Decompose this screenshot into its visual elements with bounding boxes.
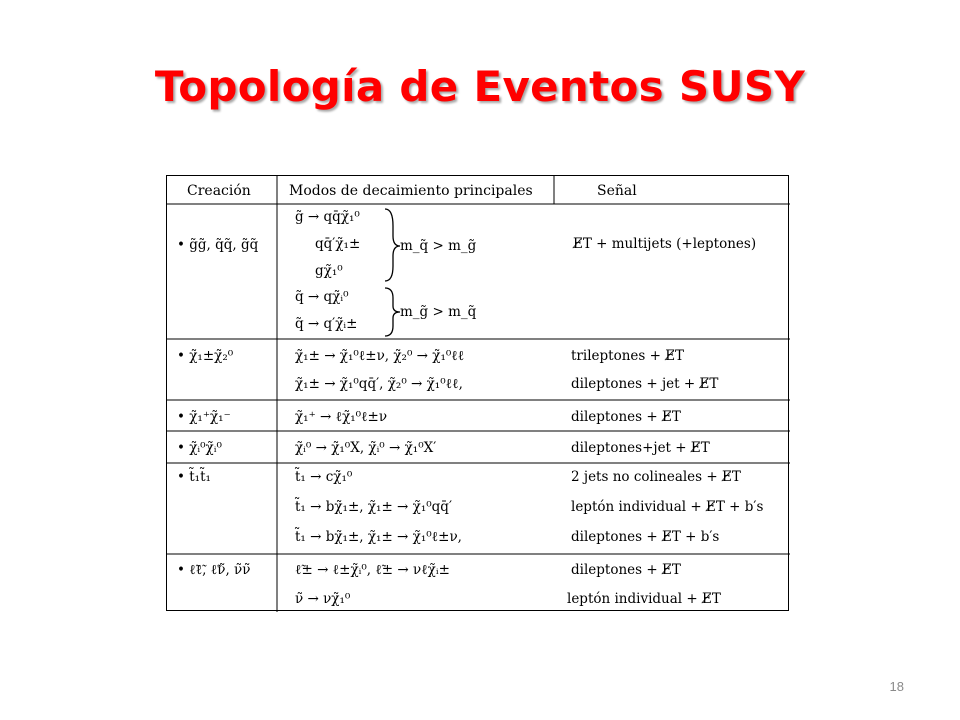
decay-mode: ℓ̃± → ℓ±χ̃ᵢ⁰, ℓ̃± → νℓχ̃ᵢ± — [295, 562, 450, 578]
header-signal: Señal — [597, 183, 637, 199]
creation-cell: • χ̃ᵢ⁰χ̃ᵢ⁰ — [177, 440, 222, 456]
header-modes: Modos de decaimiento principales — [289, 183, 533, 199]
decay-mode: g̃ → qq̄χ̃₁⁰ — [295, 209, 360, 225]
susy-event-topology-table — [166, 175, 789, 611]
decay-mode: t̃₁ → cχ̃₁⁰ — [295, 469, 353, 485]
signal-cell: dileptones + E̸T + b′s — [571, 529, 720, 545]
decay-mode: t̃₁ → bχ̃₁±, χ̃₁± → χ̃₁⁰qq̄′ — [295, 499, 453, 515]
creation-cell: • χ̃₁⁺χ̃₁⁻ — [177, 409, 231, 425]
signal-cell: E̸T + multijets (+leptones) — [573, 236, 757, 252]
group-brace — [385, 288, 400, 336]
creation-cell: • χ̃₁±χ̃₂⁰ — [177, 348, 234, 364]
signal-cell: dileptones + E̸T — [571, 562, 681, 578]
signal-cell: dileptones + E̸T — [571, 409, 681, 425]
group-brace — [385, 209, 400, 281]
decay-mode: χ̃₁± → χ̃₁⁰ℓ±ν, χ̃₂⁰ → χ̃₁⁰ℓℓ — [295, 348, 465, 364]
decay-mode: χ̃₁± → χ̃₁⁰qq̄′, χ̃₂⁰ → χ̃₁⁰ℓℓ, — [295, 376, 463, 392]
decay-mode: gχ̃₁⁰ — [315, 263, 343, 279]
signal-cell: dileptones + jet + E̸T — [571, 376, 719, 392]
slide-title: Topología de Eventos SUSY — [154, 62, 806, 111]
page-number: 18 — [889, 679, 904, 694]
decay-mode: χ̃₁⁺ → ℓχ̃₁⁰ℓ±ν — [295, 409, 388, 425]
signal-cell: leptón individual + E̸T — [567, 591, 721, 607]
creation-cell: • g̃g̃, q̃q̃, g̃q̃ — [177, 237, 259, 253]
signal-cell: leptón individual + E̸T + b′s — [571, 499, 764, 515]
creation-cell: • t̃₁t̃₁ — [177, 469, 211, 485]
decay-mode: ν̃ → νχ̃₁⁰ — [295, 591, 351, 607]
header-creation: Creación — [187, 183, 251, 199]
decay-mode: qq̄′χ̃₁± — [315, 236, 361, 252]
signal-cell: 2 jets no colineales + E̸T — [571, 469, 741, 485]
mass-condition: m_g̃ > m_q̃ — [400, 304, 477, 320]
creation-cell: • ℓ̃ℓ̃, ℓ̃ν̃, ν̃ν̃ — [177, 562, 251, 578]
decay-mode: q̃ → q′χ̃ᵢ± — [295, 316, 358, 332]
signal-cell: trileptones + E̸T — [571, 348, 685, 364]
decay-mode: t̃₁ → bχ̃₁±, χ̃₁± → χ̃₁⁰ℓ±ν, — [295, 529, 462, 545]
mass-condition: m_q̃ > m_g̃ — [400, 238, 477, 254]
signal-cell: dileptones+jet + E̸T — [571, 440, 710, 456]
decay-mode: q̃ → qχ̃ᵢ⁰ — [295, 289, 349, 305]
decay-mode: χ̃ᵢ⁰ → χ̃₁⁰X, χ̃ᵢ⁰ → χ̃₁⁰X′ — [295, 440, 437, 456]
